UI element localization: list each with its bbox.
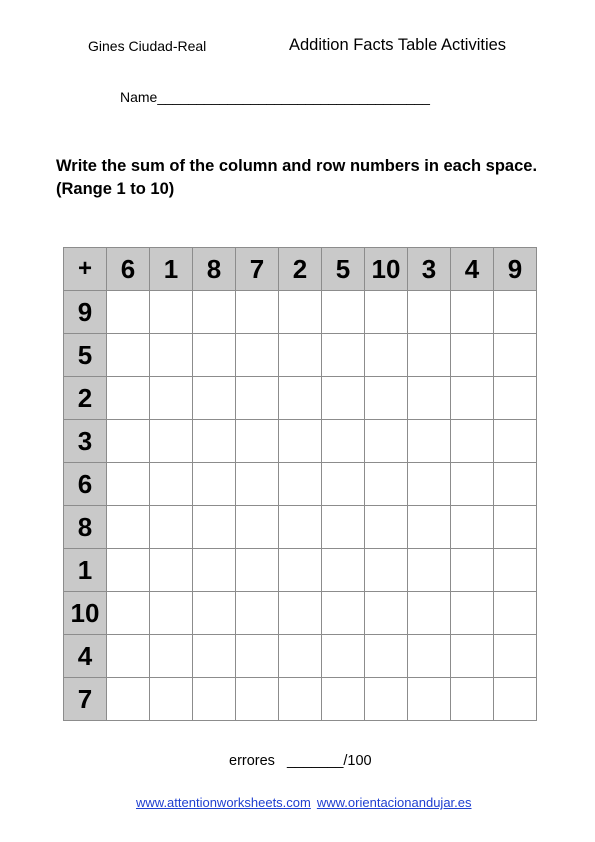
answer-cell[interactable] bbox=[408, 377, 451, 420]
answer-cell[interactable] bbox=[236, 291, 279, 334]
answer-cell[interactable] bbox=[236, 506, 279, 549]
answer-cell[interactable] bbox=[408, 549, 451, 592]
table-row bbox=[64, 506, 537, 549]
answer-cell[interactable] bbox=[107, 334, 150, 377]
answer-cell[interactable] bbox=[150, 291, 193, 334]
row-number: 9 bbox=[64, 291, 107, 334]
answer-cell[interactable] bbox=[150, 420, 193, 463]
answer-cell[interactable] bbox=[451, 506, 494, 549]
answer-cell[interactable] bbox=[107, 377, 150, 420]
row-number: 5 bbox=[64, 334, 107, 377]
answer-cell[interactable] bbox=[494, 334, 537, 377]
answer-cell[interactable] bbox=[322, 334, 365, 377]
answer-cell[interactable] bbox=[494, 549, 537, 592]
answer-cell[interactable] bbox=[150, 463, 193, 506]
answer-cell[interactable] bbox=[193, 678, 236, 721]
answer-cell[interactable] bbox=[322, 420, 365, 463]
column-number: 5 bbox=[322, 248, 365, 291]
answer-cell[interactable] bbox=[107, 678, 150, 721]
answer-cell[interactable] bbox=[322, 549, 365, 592]
answer-cell[interactable] bbox=[494, 635, 537, 678]
table-row bbox=[64, 549, 537, 592]
column-number: 3 bbox=[408, 248, 451, 291]
answer-cell[interactable] bbox=[408, 291, 451, 334]
answer-cell[interactable] bbox=[365, 291, 408, 334]
answer-cell[interactable] bbox=[193, 420, 236, 463]
row-number: 1 bbox=[64, 549, 107, 592]
answer-cell[interactable] bbox=[193, 291, 236, 334]
row-number: 10 bbox=[64, 592, 107, 635]
answer-cell[interactable] bbox=[193, 506, 236, 549]
answer-cell[interactable] bbox=[365, 420, 408, 463]
answer-cell[interactable] bbox=[107, 291, 150, 334]
table-row bbox=[64, 377, 537, 420]
answer-cell[interactable] bbox=[408, 506, 451, 549]
table-row bbox=[64, 592, 537, 635]
row-number: 4 bbox=[64, 635, 107, 678]
answer-cell[interactable] bbox=[193, 463, 236, 506]
footer-link-attentionworksheets[interactable]: www.attentionworksheets.com bbox=[136, 795, 311, 810]
row-number: 2 bbox=[64, 377, 107, 420]
row-number: 7 bbox=[64, 678, 107, 721]
answer-cell[interactable] bbox=[322, 463, 365, 506]
table-row bbox=[64, 420, 537, 463]
row-number: 8 bbox=[64, 506, 107, 549]
answer-cell[interactable] bbox=[193, 377, 236, 420]
answer-cell[interactable] bbox=[365, 463, 408, 506]
column-number: 1 bbox=[150, 248, 193, 291]
column-number: 4 bbox=[451, 248, 494, 291]
addition-table bbox=[63, 247, 537, 721]
answer-cell[interactable] bbox=[236, 420, 279, 463]
column-number: 10 bbox=[365, 248, 408, 291]
answer-cell[interactable] bbox=[494, 592, 537, 635]
answer-cell[interactable] bbox=[365, 334, 408, 377]
answer-cell[interactable] bbox=[236, 377, 279, 420]
answer-cell[interactable] bbox=[494, 678, 537, 721]
answer-cell[interactable] bbox=[279, 334, 322, 377]
row-number: 6 bbox=[64, 463, 107, 506]
answer-cell[interactable] bbox=[236, 549, 279, 592]
column-number: 8 bbox=[193, 248, 236, 291]
answer-cell[interactable] bbox=[150, 678, 193, 721]
answer-cell[interactable] bbox=[150, 592, 193, 635]
answer-cell[interactable] bbox=[279, 678, 322, 721]
answer-cell[interactable] bbox=[107, 592, 150, 635]
answer-cell[interactable] bbox=[322, 377, 365, 420]
operator-cell: + bbox=[64, 248, 107, 291]
answer-cell[interactable] bbox=[451, 592, 494, 635]
score-line bbox=[229, 753, 372, 769]
answer-cell[interactable] bbox=[451, 377, 494, 420]
author-name: Gines Ciudad-Real bbox=[88, 38, 207, 54]
answer-cell[interactable] bbox=[193, 334, 236, 377]
header-row bbox=[64, 248, 537, 291]
answer-cell[interactable] bbox=[107, 420, 150, 463]
answer-cell[interactable] bbox=[279, 635, 322, 678]
answer-cell[interactable] bbox=[322, 506, 365, 549]
answer-cell[interactable] bbox=[365, 377, 408, 420]
answer-cell[interactable] bbox=[150, 549, 193, 592]
errors-label: errores bbox=[229, 753, 275, 769]
answer-cell[interactable] bbox=[322, 291, 365, 334]
answer-cell[interactable] bbox=[193, 549, 236, 592]
answer-cell[interactable] bbox=[150, 377, 193, 420]
answer-cell[interactable] bbox=[279, 592, 322, 635]
answer-cell[interactable] bbox=[451, 549, 494, 592]
answer-cell[interactable] bbox=[408, 334, 451, 377]
answer-cell[interactable] bbox=[322, 635, 365, 678]
answer-cell[interactable] bbox=[365, 592, 408, 635]
answer-cell[interactable] bbox=[494, 291, 537, 334]
answer-cell[interactable] bbox=[193, 635, 236, 678]
table-row bbox=[64, 678, 537, 721]
answer-cell[interactable] bbox=[279, 463, 322, 506]
answer-cell[interactable] bbox=[408, 592, 451, 635]
footer-links bbox=[136, 795, 472, 810]
answer-cell[interactable] bbox=[365, 506, 408, 549]
answer-cell[interactable] bbox=[365, 678, 408, 721]
answer-cell[interactable] bbox=[236, 334, 279, 377]
addition-table-body bbox=[64, 248, 537, 721]
footer-link-orientacionandujar[interactable]: www.orientacionandujar.es bbox=[316, 795, 472, 810]
answer-cell[interactable] bbox=[408, 463, 451, 506]
table-row bbox=[64, 635, 537, 678]
table-row bbox=[64, 291, 537, 334]
name-field-line: Name___________________________________ bbox=[120, 89, 430, 105]
answer-cell[interactable] bbox=[408, 678, 451, 721]
answer-cell[interactable] bbox=[150, 506, 193, 549]
answer-cell[interactable] bbox=[279, 506, 322, 549]
table-row bbox=[64, 334, 537, 377]
answer-cell[interactable] bbox=[107, 506, 150, 549]
answer-cell[interactable] bbox=[451, 463, 494, 506]
answer-cell[interactable] bbox=[365, 635, 408, 678]
answer-cell[interactable] bbox=[322, 678, 365, 721]
answer-cell[interactable] bbox=[451, 420, 494, 463]
column-number: 9 bbox=[494, 248, 537, 291]
answer-cell[interactable] bbox=[279, 420, 322, 463]
answer-cell[interactable] bbox=[107, 463, 150, 506]
answer-cell[interactable] bbox=[451, 635, 494, 678]
answer-cell[interactable] bbox=[494, 506, 537, 549]
answer-cell[interactable] bbox=[193, 592, 236, 635]
answer-cell[interactable] bbox=[494, 377, 537, 420]
answer-cell[interactable] bbox=[322, 592, 365, 635]
answer-cell[interactable] bbox=[494, 420, 537, 463]
errors-blank: _______/100 bbox=[286, 753, 372, 769]
answer-cell[interactable] bbox=[107, 635, 150, 678]
answer-cell[interactable] bbox=[279, 377, 322, 420]
answer-cell[interactable] bbox=[236, 463, 279, 506]
answer-cell[interactable] bbox=[365, 549, 408, 592]
column-number: 6 bbox=[107, 248, 150, 291]
answer-cell[interactable] bbox=[451, 334, 494, 377]
answer-cell[interactable] bbox=[451, 678, 494, 721]
worksheet-title: Addition Facts Table Activities bbox=[289, 36, 507, 54]
answer-cell[interactable] bbox=[279, 549, 322, 592]
answer-cell[interactable] bbox=[494, 463, 537, 506]
column-number: 2 bbox=[279, 248, 322, 291]
answer-cell[interactable] bbox=[236, 678, 279, 721]
answer-cell[interactable] bbox=[236, 635, 279, 678]
row-number: 3 bbox=[64, 420, 107, 463]
answer-cell[interactable] bbox=[408, 635, 451, 678]
table-row bbox=[64, 463, 537, 506]
answer-cell[interactable] bbox=[279, 291, 322, 334]
answer-cell[interactable] bbox=[150, 334, 193, 377]
instructions: Write the sum of the column and row numbers in each space. (Range 1 to 10) bbox=[56, 157, 538, 198]
answer-cell[interactable] bbox=[107, 549, 150, 592]
answer-cell[interactable] bbox=[150, 635, 193, 678]
answer-cell[interactable] bbox=[236, 592, 279, 635]
column-number: 7 bbox=[236, 248, 279, 291]
answer-cell[interactable] bbox=[451, 291, 494, 334]
answer-cell[interactable] bbox=[408, 420, 451, 463]
